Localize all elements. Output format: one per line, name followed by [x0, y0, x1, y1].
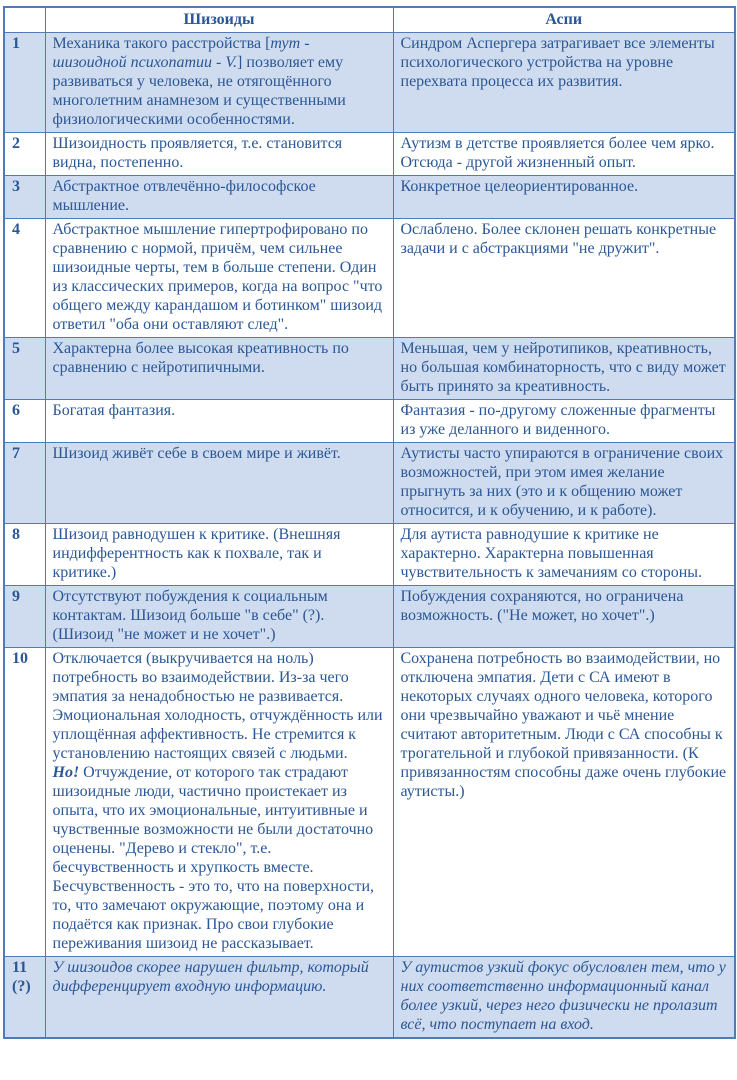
table-row	[4, 586, 735, 648]
table-row	[4, 219, 735, 338]
row-number-cell: 9	[4, 586, 45, 648]
table-row	[4, 524, 735, 586]
table-row	[4, 400, 735, 443]
row-number-cell: 10	[4, 648, 45, 957]
table-row	[4, 176, 735, 219]
aspie-cell: Побуждения сохраняются, но ограничена возможность. ("Не может, но хочет".)	[393, 586, 735, 648]
aspie-cell: Синдром Аспергера затрагивает все элементы психологического устройства на уровне перехвата процесса их развития.	[393, 33, 735, 133]
comparison-table	[3, 6, 736, 1039]
row-number-cell: 2	[4, 133, 45, 176]
aspie-cell: Ослаблено. Более склонен решать конкретные задачи и с абстракциями "не дружит".	[393, 219, 735, 338]
row-number-cell: 8	[4, 524, 45, 586]
row-number-cell: 7	[4, 443, 45, 524]
schizoid-cell: Шизоидность проявляется, т.е. становится видна, постепенно.	[45, 133, 393, 176]
aspie-cell: Аутисты часто упираются в ограничение своих возможностей, при этом имея желание прыгнуть за них (это и к общению может относится, и к обучению, и к работе).	[393, 443, 735, 524]
schizoid-cell: Богатая фантазия.	[45, 400, 393, 443]
aspie-cell: Для аутиста равнодушие к критике не характерно. Характерна повышенная чувствительность к замечаниям со стороны.	[393, 524, 735, 586]
schizoid-cell: Характерна более высокая креативность по сравнению с нейротипичными.	[45, 338, 393, 400]
aspie-cell: Меньшая, чем у нейротипиков, креативность, но большая комбинаторность, что с виду может быть принято за креативность.	[393, 338, 735, 400]
aspie-cell: Конкретное целеориентированное.	[393, 176, 735, 219]
aspie-cell: Аутизм в детстве проявляется более чем ярко. Отсюда - другой жизненный опыт.	[393, 133, 735, 176]
row-number-cell: 3	[4, 176, 45, 219]
row-number-cell: 4	[4, 219, 45, 338]
schizoid-cell: Абстрактное отвлечённо-философское мышление.	[45, 176, 393, 219]
row-number-cell: 1	[4, 33, 45, 133]
column-header-empty	[4, 7, 45, 33]
row-number-cell: 5	[4, 338, 45, 400]
aspie-cell: У аутистов узкий фокус обусловлен тем, что у них соответственно информационный канал более узкий, через него физически не пролазит всё, что поступает на вход.	[393, 957, 735, 1039]
column-header-aspies: Аспи	[393, 7, 735, 33]
aspie-cell: Сохранена потребность во взаимодействии, но отключена эмпатия. Дети с СА имеют в некоторых случаях одного человека, которого они чрезвычайно уважают и чьё мнение считают авторитетным. Люди с СА способны к трогательной и глубокой привязанности. (К привязанностям способны даже очень глубокие аутисты.)	[393, 648, 735, 957]
table-row	[4, 338, 735, 400]
table-row	[4, 957, 735, 1039]
table-row	[4, 133, 735, 176]
table-row	[4, 443, 735, 524]
schizoid-cell: Отсутствуют побуждения к социальным контактам. Шизоид больше "в себе" (?). (Шизоид "не может и не хочет".)	[45, 586, 393, 648]
table-header-row	[4, 7, 735, 33]
row-number-cell: 11 (?)	[4, 957, 45, 1039]
schizoid-cell: Механика такого расстройства [тут - шизоидной психопатии - V.] позволяет ему развиваться у человека, не отягощённого многолетним анамнезом и существенными физиологическими особенностями.	[45, 33, 393, 133]
schizoid-cell: Шизоид живёт себе в своем мире и живёт.	[45, 443, 393, 524]
row-number-cell: 6	[4, 400, 45, 443]
table-row	[4, 33, 735, 133]
schizoid-cell: У шизоидов скорее нарушен фильтр, который дифференцирует входную информацию.	[45, 957, 393, 1039]
schizoid-cell: Отключается (выкручивается на ноль) потребность во взаимодействии. Из-за чего эмпатия за ненадобностью не развивается. Эмоциональная холодность, отчуждённость или уплощённая аффективность. Не стремится к установлению настоящих связей с людьми. Но! Отчуждение, от которого так страдают шизоидные люди, частично проистекает из опыта, что их эмоциональные, интуитивные и чувственные возможности не были достаточно оценены. "Дерево и стекло", т.е. бесчувственность и хрупкость вместе. Бесчувственность - это то, что на поверхности, то, что замечают окружающие, поэтому она и подаётся как признак. Про свои глубокие переживания шизоид не рассказывает.	[45, 648, 393, 957]
column-header-schizoids: Шизоиды	[45, 7, 393, 33]
aspie-cell: Фантазия - по-другому сложенные фрагменты из уже деланного и виденного.	[393, 400, 735, 443]
table-row	[4, 648, 735, 957]
schizoid-cell: Абстрактное мышление гипертрофировано по сравнению с нормой, причём, чем сильнее шизоидные черты, тем в больше степени. Один из классических примеров, когда на вопрос "что общего между карандашом и ботинком" шизоид ответил "оба они оставляют след".	[45, 219, 393, 338]
schizoid-cell: Шизоид равнодушен к критике. (Внешняя индифферентность как к похвале, так и критике.)	[45, 524, 393, 586]
comparison-table-body	[4, 33, 735, 1039]
